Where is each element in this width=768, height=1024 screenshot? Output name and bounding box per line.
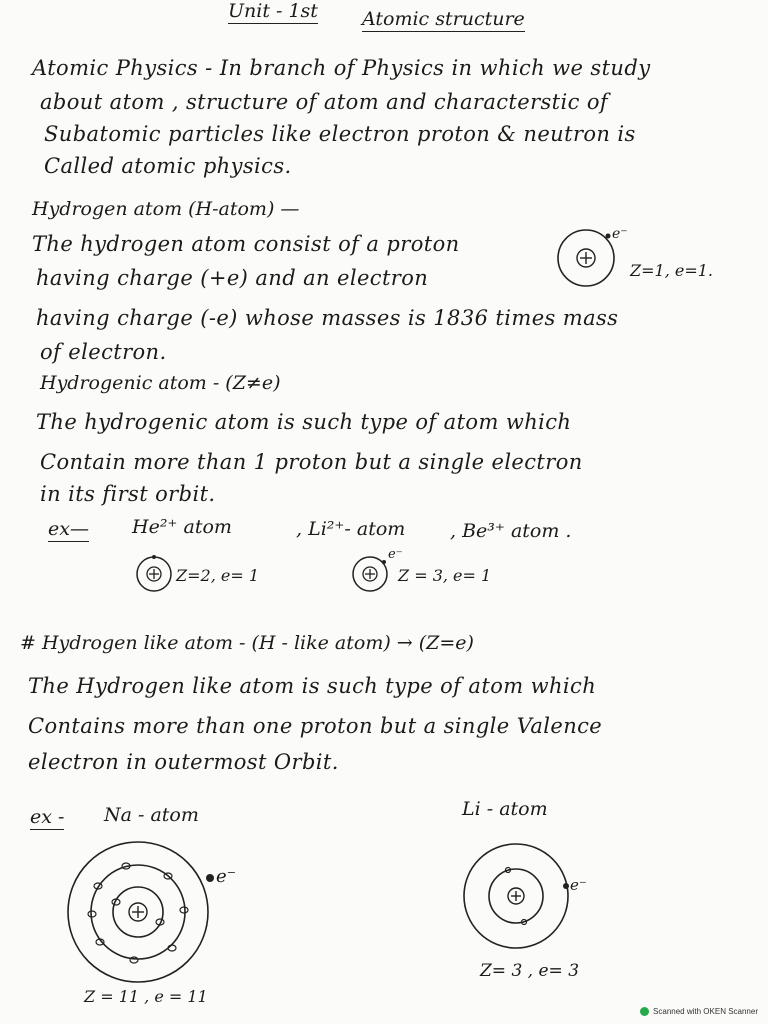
- hydrogen-line-2: having charge (+e) and an electron: [36, 266, 429, 290]
- scanner-logo-icon: [640, 1007, 649, 1016]
- li-ion-diagram: [350, 548, 520, 604]
- scanner-watermark-text: Scanned with OKEN Scanner: [653, 1007, 758, 1016]
- hydrogen-atom-diagram: [550, 224, 750, 294]
- hydrogenic-line-3: in its first orbit.: [40, 482, 216, 506]
- li-ion-electron-label: e⁻: [388, 547, 403, 562]
- li-valence-electron: [563, 883, 569, 889]
- hydrogenic-line-2: Contain more than 1 proton but a single electron: [40, 450, 583, 474]
- na-electron-label: e⁻: [216, 866, 237, 887]
- na-valence-electron: [206, 874, 214, 882]
- hydrogenic-example-he: He²⁺ atom: [132, 516, 232, 538]
- hydrogenic-heading: Hydrogenic atom - (Z≠e): [40, 372, 281, 394]
- atomic-physics-line-2: about atom , structure of atom and characterstic of: [40, 90, 609, 114]
- atomic-physics-line-4: Called atomic physics.: [44, 154, 292, 178]
- li-atom-diagram: [460, 830, 660, 990]
- atomic-physics-line-1: Atomic Physics - In branch of Physics in which we study: [32, 56, 651, 80]
- hydrogen-like-line-1: The Hydrogen like atom is such type of atom which: [28, 674, 597, 698]
- hydrogen-electron-label: e⁻: [612, 226, 628, 242]
- hydrogen-z-label: Z=1, e=1.: [630, 261, 714, 280]
- he-z-label: Z=2, e= 1: [176, 566, 260, 585]
- hydrogen-line-3: having charge (-e) whose masses is 1836 times mass: [36, 306, 619, 330]
- hydrogen-heading: Hydrogen atom (H-atom) —: [32, 198, 300, 220]
- hydrogen-electron: [606, 234, 611, 239]
- hydrogen-line-4: of electron.: [40, 340, 167, 364]
- atomic-physics-line-3: Subatomic particles like electron proton & neutron is: [44, 122, 636, 146]
- scanner-watermark: [640, 1007, 758, 1016]
- he-atom-diagram: [134, 552, 294, 602]
- hydrogen-like-heading: # Hydrogen like atom - (H - like atom) → (Z=e): [20, 632, 474, 654]
- hydrogen-like-line-3: electron in outermost Orbit.: [28, 750, 339, 774]
- hydrogenic-example-be: , Be³⁺ atom .: [450, 520, 572, 542]
- li-atom-title: Li - atom: [462, 798, 548, 820]
- li-electron-label: e⁻: [570, 876, 587, 894]
- page-title: Atomic structure: [362, 8, 525, 30]
- li-z-label: Z= 3 , e= 3: [480, 961, 580, 981]
- na-atom-diagram: [60, 830, 300, 1010]
- na-atom-title: Na - atom: [104, 804, 199, 826]
- hydrogen-like-line-2: Contains more than one proton but a single Valence: [28, 714, 603, 738]
- hydrogenic-example-prefix: ex—: [48, 518, 89, 540]
- unit-heading: Unit - 1st: [228, 0, 318, 22]
- hydrogen-like-example-prefix: ex -: [30, 806, 65, 828]
- hydrogenic-example-li: , Li²⁺- atom: [296, 518, 406, 540]
- hydrogenic-line-1: The hydrogenic atom is such type of atom which: [36, 410, 572, 434]
- hydrogen-line-1: The hydrogen atom consist of a proton: [32, 232, 460, 256]
- na-z-label: Z = 11 , e = 11: [84, 987, 208, 1006]
- li-ion-z-label: Z = 3, e= 1: [398, 566, 492, 585]
